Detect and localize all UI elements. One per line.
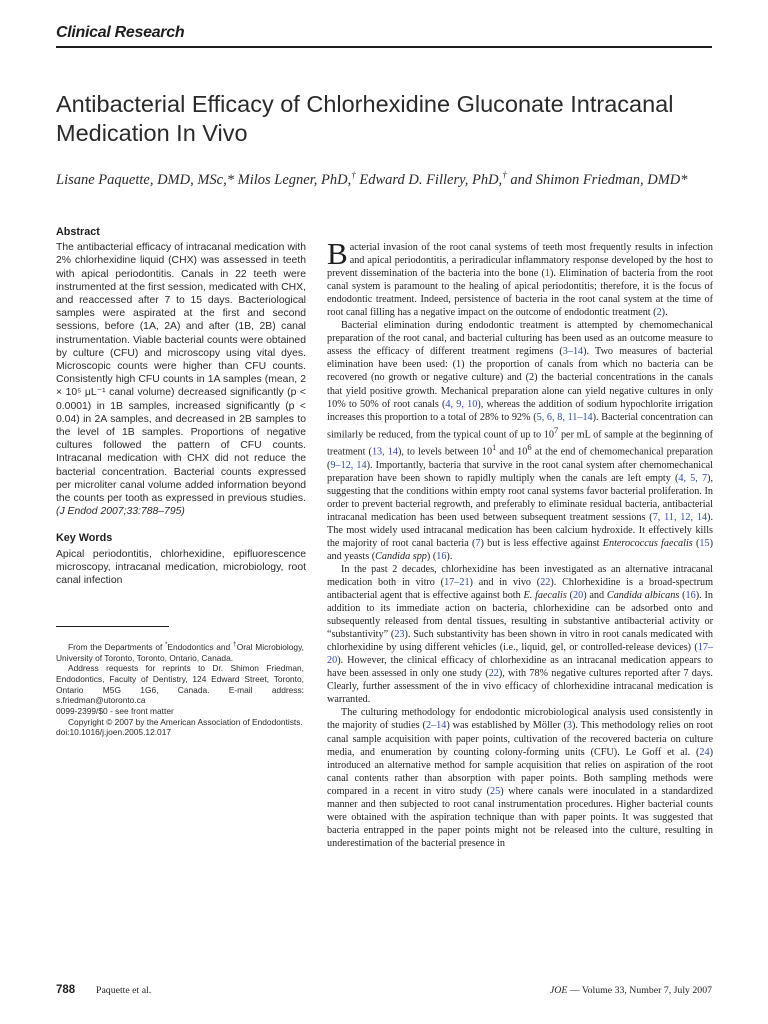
page-number: 788 [56,984,76,996]
reference-link[interactable]: 3–14 [562,346,584,358]
journal-info [550,985,712,996]
author-conjunction: and [510,171,533,188]
body-paragraph-3 [327,563,713,707]
author-2-affil-mark: † [351,170,356,180]
body-text: ). [446,550,453,562]
body-text: ). [661,307,668,319]
article-title: Antibacterial Efficacy of Chlorhexidine Gluconate Intracanal Medication In Vivo [56,91,674,146]
reference-link[interactable]: 15 [699,537,710,549]
body-text: ). Importantly, bacteria that survive in the root canal system after chemomechanical preparation have been shown to rapidly multiply when the canals are left empty ( [327,459,713,484]
body-text: ( [692,537,700,549]
body-text: ) and in vivo ( [469,576,541,588]
body-text: ), suggesting that the conditions within empty root canal systems favor bacterial proliferation. In order to prevent bacterial regrowth, and preferably to eliminate residual bacteria, antibacterial intracanal medication has been used between subsequent treatment sessions ( [327,472,714,523]
reference-link[interactable]: 23 [394,629,405,641]
abstract-text: The antibacterial efficacy of intracanal medication with 2% chlorhexidine liquid (CHX) was assessed in teeth with apical periodontitis. Canals in 22 teeth were instrumented at the first session, medicated with CHX, and reaccessed after 7 to 15 days. Bacteriological samples were aspirated at the first and second sessions, before (1A, 2A) and after (1B, 2B) canal instrumentation. Viable bacterial counts were obtained by culture (CFU) and microscopy using vital dyes. Microscopic counts were higher than CFU counts. Consistently high CFU counts in 1A samples (mean, 2 × 10⁵ μL⁻¹ canal volume) decreased significantly (p < 0.0001) in 1B samples, increased significantly (p < 0.04) in 2A samples, and decreased in 2B samples to the level of 1B samples. Proportions of negative cultures followed the pattern of CFU counts. Intracanal medication with CHX did not reduce the bacterial concentration. Bacterial counts expressed per microliter canal volume added information beyond the counts per tooth as expressed in previous studies. [56,242,306,505]
keywords-heading: Key Words [56,532,113,545]
author-3-affil-mark: † [502,170,507,180]
exponent: 1 [492,442,497,453]
section-label: Clinical Research [56,24,185,41]
exponent: 6 [527,442,532,453]
footnote-affiliation [56,640,304,663]
reference-link[interactable]: 13, 14 [371,446,398,458]
reference-link[interactable]: 4, 5, 7 [678,472,708,484]
abstract-body [56,241,306,518]
footnotes [56,640,304,738]
author-list [56,166,716,190]
species-name: Candida spp [375,550,427,562]
reference-link[interactable]: 25 [490,785,501,797]
reference-link[interactable]: 16 [685,590,696,601]
reference-link[interactable]: 22 [540,576,551,588]
body-text: ). Elimination of bacteria from the root canal system is paramount to the healing of apical periodontitis; therefore, it is the focus of endodontic treatment. Indeed, persistence of bacteria in the root canal system at the time of root canal filling has a negative impact on the outcome of endodontic treatment ( [327,268,714,319]
body-text: ) where canals were inoculated in a standardized manner and then subjected to root canal instrumentation procedures. Higher bacterial counts were obtained with the aspiration technique than with paper points. It was suggested that bacteria entrapped in the paper points might not be released into the culture, resulting in underestimation of the bacterial presence in [327,785,714,849]
author-2: Milos Legner, PhD, [237,171,352,188]
left-column [56,226,306,587]
affiliation-mark-star: * [165,642,168,648]
body-text: ) was established by Möller ( [446,720,567,732]
reference-link[interactable]: 17–21 [444,576,470,588]
body-text: ). Two measures of bacterial elimination have been used: (1) the proportion of canals from which no bacteria can be recovered (no growth or negative culture) and (2) the bacterial concentrations in the canals that yield positive growth. Mechanical preparation alone can yield negative cultures in only 10% to 50% of root canals ( [327,346,713,410]
species-name: E. faecalis [523,590,567,601]
reference-link[interactable]: 7 [475,537,481,549]
body-text: ). The most widely used intracanal medication has been calcium hydroxide. It effectively kills the majority of root canal bacteria ( [327,511,713,549]
body-text: In the past 2 decades, chlorhexidine has been investigated as an alternative intracanal medication both in vitro ( [327,563,713,588]
body-paragraph-1 [327,236,714,319]
journal-name: JOE [549,985,568,996]
reference-link[interactable]: 7, 11, 12, 14 [652,511,708,523]
body-column [327,236,714,850]
journal-issue: — Volume 33, Number 7, July 2007 [567,985,712,996]
body-text: ) ( [426,550,437,562]
body-text: ( [679,590,686,601]
reference-link[interactable]: 20 [573,590,584,601]
body-text: ), whereas the addition of sodium hypochlorite irrigation increases this proportion to a total of 28% to 92% ( [327,398,713,423]
reference-link[interactable]: 24 [699,746,710,758]
header-rule [56,46,712,48]
affiliation-text: From the Departments of [68,641,166,652]
reference-link[interactable]: 4, 9, 10 [445,398,478,410]
body-text: ). However, the clinical efficacy of chlorhexidine as an intracanal medication appears to have been assessed in only one study ( [327,655,713,680]
body-paragraph-2 [327,319,713,563]
body-text: ), with 78% negative cultures reported after 7 days. Clearly, further assessment of the in vivo efficacy of chlorhexidine intracanal medication is warranted. [327,668,713,706]
body-text: ). This methodology relies on root canal sample acquisition with paper points, cultivation of the recovered bacteria on culture media, and enumeration by counting colony-forming units (CFU). Le Goff et al. ( [327,720,713,758]
reference-link[interactable]: 17–20 [327,642,713,667]
body-text: Bacterial elimination during endodontic treatment is attempted by chemomechanical preparation of the root canal, and bacterial culturing has been used as an outcome measure to assess the efficacy of different treatment regimens ( [327,320,713,358]
reference-link[interactable]: 9–12, 14 [330,459,367,471]
body-text: ) but is less effective against [480,537,603,549]
reference-link[interactable]: 2–14 [425,720,447,732]
body-text: and 10 [496,446,528,458]
reference-link[interactable]: 5, 6, 8, 11–14 [536,411,593,423]
abstract-heading: Abstract [56,226,100,238]
footnote-issn: 0099-2399/$0 - see front matter [56,706,174,717]
affiliation-text: Oral Microbiology, University of Toronto, Toronto, Ontario, Canada. [56,641,304,663]
body-text: ). Chlorhexidine is a broad-spectrum antibacterial agent that is effective against both [327,576,713,601]
reference-link[interactable]: 1 [544,268,550,280]
exponent: 7 [554,424,559,435]
reference-link[interactable]: 3 [566,720,572,732]
footnote-doi: doi:10.1016/j.joen.2005.12.017 [56,727,172,738]
body-text: ) and [583,590,607,601]
body-text: ). Bacterial concentration can similarly be reduced, from the typical count of up to 10 [327,411,713,441]
species-name: Enterococcus faecalis [602,537,693,549]
footnote-address: Address requests for reprints to Dr. Shimon Friedman, Endodontics, Faculty of Dentistry, 124 Edward Street, Toronto, Ontario M5G 1G6, Canada. E-mail address: s.friedman@utoronto.ca [56,663,304,706]
footnote-copyright: Copyright © 2007 by the American Association of Endodontists. [68,716,303,727]
body-paragraph-4 [327,706,713,850]
abstract-citation: (J Endod 2007;33:788–795) [56,506,185,518]
body-text: per mL of sample at the beginning of treatment ( [327,429,713,458]
body-text: ) introduced an alternative method for sample acquisition that relies on aspiration of the root canal contents rather than absorption with paper points. Both sampling methods were compared in a recent in vitro study ( [327,746,713,797]
author-4: Shimon Friedman, DMD* [535,171,688,188]
author-3: Edward D. Fillery, PhD, [359,171,503,188]
body-text: at the end of chemomechanical preparation ( [327,446,714,471]
body-text: ). In addition to its immediate action on bacteria, chlorhexidine can be adsorbed onto and subsequently released from dental tissues, resulting in substantive antibacterial activity or “substantivity” ( [327,590,713,641]
body-text: ( [566,590,573,601]
keywords-text: Apical periodontitis, chlorhexidine, epifluorescence microscopy, intracanal medication, microbiology, root canal infection [56,548,306,587]
reference-link[interactable]: 16 [436,550,447,562]
reference-link[interactable]: 22 [488,668,499,680]
running-author: Paquette et al. [96,985,152,996]
body-text: ), to levels between 10 [397,446,493,458]
body-text: acterial invasion of the root canal systems of teeth most frequently results in infection and apical periodontitis, a periradicular inflammatory response developed by the host to prevent dissemination of the bacteria into the bone ( [327,242,713,280]
body-text: ) and yeasts ( [327,537,713,562]
author-1: Lisane Paquette, DMD, MSc,* [56,171,234,188]
reference-link[interactable]: 2 [656,307,662,319]
affiliation-mark-dagger: † [232,642,237,648]
affiliation-text: Endodontics and [167,641,233,652]
body-text: ). Such substantivity has been shown in vitro in root canals medicated with chlorhexidine by using different vehicles (i.e., liquid, gel, or controlled-release devices) ( [327,629,713,654]
body-text: The culturing methodology for endodontic microbiological analysis used consistently in the majority of studies ( [327,707,713,732]
species-name: Candida albicans [606,590,680,601]
footnote-rule [56,626,169,627]
drop-cap: B [327,236,348,271]
